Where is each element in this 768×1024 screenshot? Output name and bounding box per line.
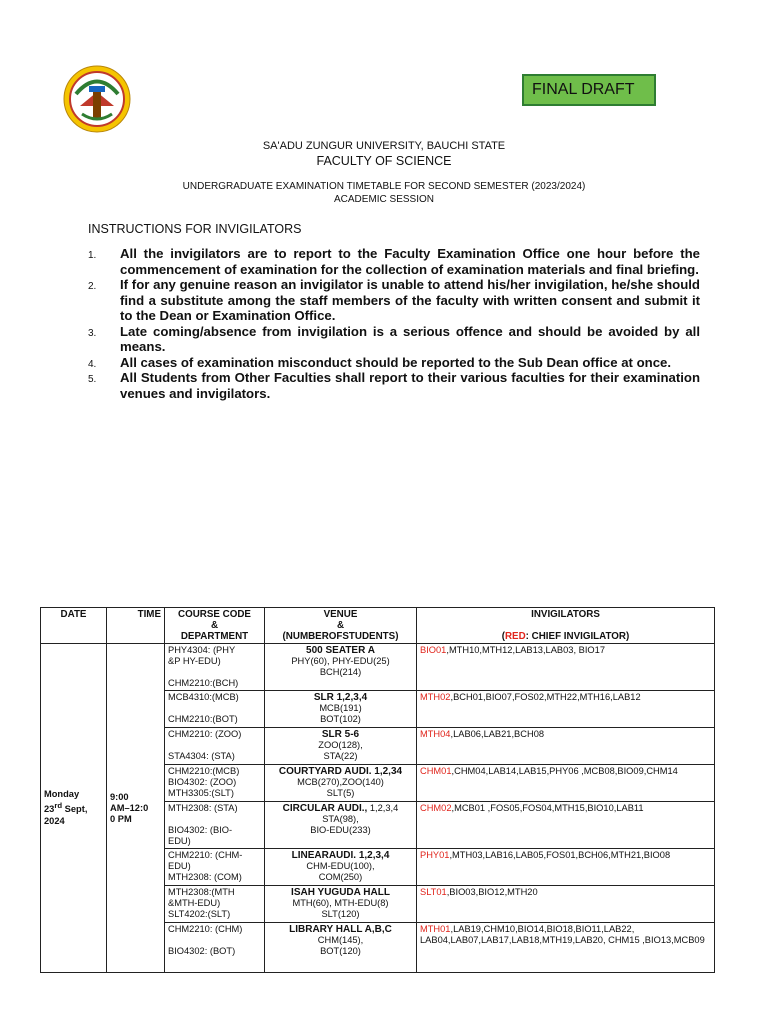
venue-name-line	[268, 803, 413, 814]
timetable-title	[0, 180, 768, 206]
header-venue-line3: (NUMBEROFSTUDENTS)	[282, 631, 399, 642]
invigilators-cell	[417, 765, 715, 802]
course-line: MCB4310:(MCB)	[168, 692, 239, 702]
venue-cell	[265, 802, 417, 849]
course-cell	[165, 728, 265, 765]
course-cell	[165, 849, 265, 886]
invigilators-cell	[417, 644, 715, 691]
instruction-item	[88, 246, 700, 277]
venue-line: MCB(270),ZOO(140)	[297, 777, 384, 787]
course-line: MTH2308: (COM)	[168, 872, 242, 882]
venue-cell	[265, 765, 417, 802]
date-sup: rd	[54, 801, 63, 811]
header-invig-rest: : CHIEF INVIGILATOR)	[525, 631, 630, 642]
header-time: TIME	[107, 608, 165, 644]
course-cell	[165, 886, 265, 923]
chief-invigilator: CHM02	[420, 803, 452, 813]
chief-invigilator: SLT01	[420, 887, 447, 897]
invigilators-cell	[417, 802, 715, 849]
invigilator-list: ,MTH10,MTH12,LAB13,LAB03, BIO17	[446, 645, 605, 655]
instruction-number: 3.	[88, 327, 97, 339]
course-line: CHM2210: (CHM)	[168, 924, 243, 934]
university-name: SA'ADU ZUNGUR UNIVERSITY, BAUCHI STATE	[262, 140, 506, 152]
header-invig-line1: INVIGILATORS	[531, 609, 600, 620]
table-row	[41, 644, 715, 691]
course-line: EDU)	[168, 861, 191, 871]
header-invig-red: RED	[504, 631, 526, 642]
date-line	[44, 800, 103, 815]
venue-line: MTH(60), MTH-EDU(8)	[292, 898, 389, 908]
chief-invigilator: MTH01	[420, 924, 451, 934]
instruction-number: 1.	[88, 250, 97, 261]
invigilator-list: ,LAB06,LAB21,BCH08	[450, 729, 545, 739]
time-line1: 9:00	[110, 791, 129, 802]
chief-invigilator: CHM01	[420, 766, 452, 776]
venue-line: MCB(191)	[319, 703, 362, 713]
chief-invigilator: PHY01	[420, 850, 450, 860]
exam-timetable	[40, 607, 715, 973]
instruction-number: 5.	[88, 374, 97, 385]
venue-cell	[265, 923, 417, 973]
venue-cell	[265, 691, 417, 728]
venue-line: STA(22)	[323, 751, 358, 761]
course-line	[168, 703, 261, 714]
invigilators-cell	[417, 886, 715, 923]
university-logo	[62, 64, 132, 134]
final-draft-badge: FINAL DRAFT	[522, 74, 656, 106]
venue-line: ZOO(128),	[318, 740, 363, 750]
chief-invigilator: MTH04	[420, 729, 451, 739]
invigilator-list: ,MCB01 ,FOS05,FOS04,MTH15,BIO10,LAB11	[451, 803, 644, 813]
venue-name-suffix: 1,2,3,4	[367, 803, 399, 813]
course-line: MTH3305:(SLT)	[168, 788, 234, 798]
timetable-title-line2: ACADEMIC SESSION	[333, 194, 435, 205]
chief-invigilator: BIO01	[420, 645, 447, 655]
faculty-name: FACULTY OF SCIENCE	[316, 154, 452, 168]
instruction-item	[88, 324, 700, 355]
venue-line: CHM(145),	[317, 935, 364, 945]
invigilators-cell	[417, 728, 715, 765]
venue-line: BOT(102)	[320, 714, 361, 724]
venue-line: SLT(5)	[326, 788, 355, 798]
venue-line: BIO-EDU(233)	[310, 825, 371, 835]
course-line: SLT4202:(SLT)	[168, 909, 231, 919]
instructions-title: INSTRUCTIONS FOR INVIGILATORS	[88, 222, 302, 236]
course-line: BIO4302: (ZOO)	[168, 777, 237, 787]
venue-cell	[265, 886, 417, 923]
course-line: MTH2308:(MTH	[168, 887, 235, 897]
course-line: CHM2210: (CHM-	[168, 850, 243, 860]
instruction-item	[88, 277, 700, 324]
instructions-list	[88, 246, 700, 401]
invigilators-cell	[417, 849, 715, 886]
header-venue	[265, 608, 417, 644]
course-line: CHM2210:(MCB)	[168, 766, 240, 776]
venue-name: CIRCULAR AUDI.,	[282, 803, 368, 814]
date-year: 2024	[44, 815, 65, 826]
course-line: &P HY-EDU)	[168, 656, 221, 666]
course-line: PHY4304: (PHY	[168, 645, 236, 655]
chief-invigilator: MTH02	[420, 692, 451, 702]
venue-cell	[265, 644, 417, 691]
instruction-text: Late coming/absence from invigilation is a serious offence and should be avoided by all means.	[120, 323, 700, 354]
invigilator-list: ,MTH03,LAB16,LAB05,FOS01,BCH06,MTH21,BIO08	[449, 850, 671, 860]
header-course-line3: DEPARTMENT	[180, 631, 249, 642]
instruction-text: All the invigilators are to report to the Faculty Examination Office one hour before the commencement of examination for the collection of examination materials and final briefing.	[120, 246, 700, 277]
header-venue-line1: VENUE	[323, 609, 358, 620]
course-line	[168, 935, 261, 946]
course-line: &MTH-EDU)	[168, 898, 221, 908]
venue-name: COURTYARD AUDI. 1,2,34	[278, 766, 403, 777]
instruction-number: 2.	[88, 281, 97, 292]
date-day: Monday	[44, 789, 80, 800]
venue-line: BCH(214)	[319, 667, 362, 677]
header-invig-line2	[420, 631, 711, 642]
invigilators-cell	[417, 923, 715, 973]
course-line: EDU)	[168, 836, 191, 846]
invigilator-list: ,BIO03,BIO12,MTH20	[446, 887, 538, 897]
header-invig-open: (	[501, 631, 505, 642]
instruction-item	[88, 370, 700, 401]
course-cell	[165, 923, 265, 973]
table-header-row	[41, 608, 715, 644]
time-line2: AM–12:0	[110, 802, 149, 813]
venue-cell	[265, 728, 417, 765]
timetable-title-line1: UNDERGRADUATE EXAMINATION TIMETABLE FOR SECOND SEMESTER (2023/2024)	[182, 181, 586, 192]
header-course-line2: &	[210, 620, 219, 631]
venue-name: LINEARAUDI. 1,2,3,4	[291, 850, 390, 861]
course-cell	[165, 765, 265, 802]
course-line: STA4304: (STA)	[168, 751, 235, 761]
venue-name: ISAH YUGUDA HALL	[291, 887, 390, 898]
date-month: Sept,	[62, 804, 88, 815]
course-line: BIO4302: (BOT)	[168, 946, 236, 956]
venue-line: PHY(60), PHY-EDU(25)	[291, 656, 390, 666]
venue-name: SLR 1,2,3,4	[313, 692, 368, 703]
time-line3: 0 PM	[110, 813, 132, 824]
invigilator-list: ,LAB19,CHM10,BIO14,BIO18,BIO11,LAB22, LAB04,LAB07,LAB17,LAB18,MTH19,LAB20, CHM15 ,BIO13,MCB09	[420, 924, 705, 945]
invigilator-list: ,CHM04,LAB14,LAB15,PHY06 ,MCB08,BIO09,CHM14	[451, 766, 678, 776]
time-cell	[107, 644, 165, 973]
venue-line: CHM-EDU(100),	[306, 861, 375, 871]
course-line: CHM2210:(BCH)	[168, 678, 239, 688]
header-course	[165, 608, 265, 644]
venue-name: SLR 5-6	[321, 729, 360, 740]
header-course-line1: COURSE CODE	[178, 609, 251, 620]
venue-line: SLT(120)	[321, 909, 360, 919]
date-num: 23	[44, 804, 55, 815]
venue-cell	[265, 849, 417, 886]
instruction-text: If for any genuine reason an invigilator is unable to attend his/her invigilation, he/she should find a substitute among the staff members of the faculty with written consent and submit it to the Dean or Examination Office.	[120, 277, 700, 323]
header-venue-line2: &	[336, 620, 345, 631]
course-cell	[165, 802, 265, 849]
venue-name: LIBRARY HALL A,B,C	[289, 924, 392, 935]
course-line: CHM2210:(BOT)	[168, 714, 238, 724]
course-line: CHM2210: (ZOO)	[168, 729, 242, 739]
course-line	[168, 667, 261, 678]
instruction-text: All Students from Other Faculties shall report to their various faculties for their examination venues and invigilators.	[120, 370, 700, 401]
venue-line: COM(250)	[318, 872, 363, 882]
invigilator-list: ,BCH01,BIO07,FOS02,MTH22,MTH16,LAB12	[450, 692, 641, 702]
course-cell	[165, 691, 265, 728]
course-line: BIO4302: (BIO-	[168, 825, 233, 835]
course-line: MTH2308: (STA)	[168, 803, 238, 813]
venue-line: BOT(120)	[320, 946, 361, 956]
instruction-text: All cases of examination misconduct should be reported to the Sub Dean office at once.	[120, 354, 672, 370]
invigilators-cell	[417, 691, 715, 728]
date-cell	[41, 644, 107, 973]
header-invigilators	[417, 608, 715, 644]
venue-line: STA(98),	[322, 814, 359, 824]
header-date: DATE	[41, 608, 107, 644]
course-line	[168, 740, 261, 751]
instruction-item	[88, 355, 700, 371]
instruction-number: 4.	[88, 358, 97, 370]
course-cell	[165, 644, 265, 691]
venue-name: 500 SEATER A	[306, 645, 375, 656]
course-line	[168, 814, 261, 825]
